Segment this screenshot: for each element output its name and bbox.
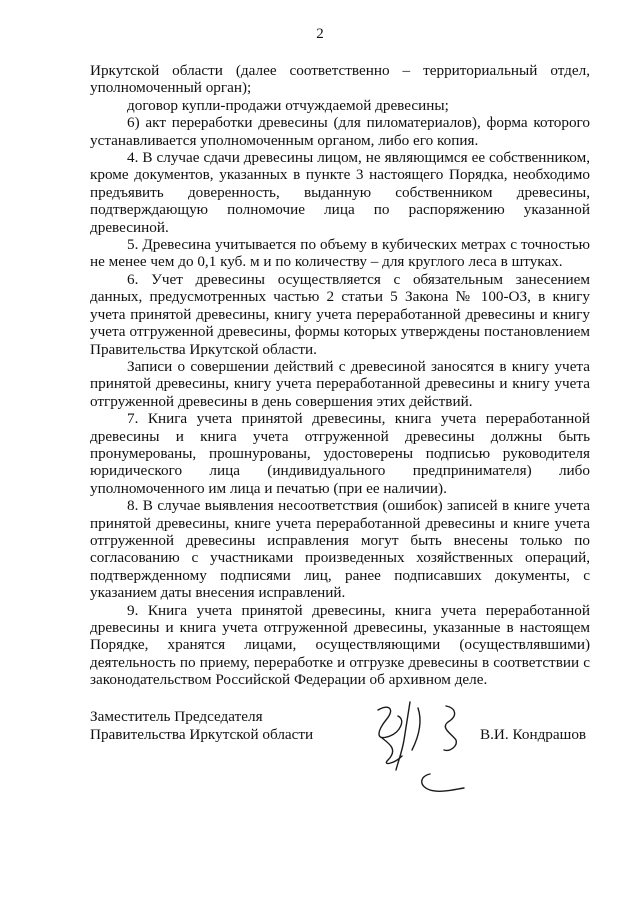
paragraph-clause-6: 6. Учет древесины осуществляется с обязательным занесением данных, предусмотренных частью 2 статьи 5 Закона № 100-ОЗ, в книгу учета принятой древесины, книгу учета переработанной древесины и книгу учета отгруженной древесины, формы которых утверждены постановлением Правительства Иркутской области. [90,270,590,358]
signatory-position-line-2: Правительства Иркутской области [90,726,314,743]
paragraph-records: Записи о совершении действий с древесиной заносятся в книгу учета принятой древесины, книгу учета переработанной древесины и книгу учета отгруженной древесины в день совершения этих действий. [90,357,590,410]
paragraph-item-6: 6) акт переработки древесины (для пиломатериалов), форма которого устанавливается уполномоченным органом, либо его копия. [90,114,590,149]
signatory-position [90,708,313,744]
paragraph-continuation: Иркутской области (далее соответственно – территориальный отдел, уполномоченный орган); [90,62,590,97]
paragraph-clause-5: 5. Древесина учитывается по объему в кубических метрах с точностью не менее чем до 0,1 куб. м и по количеству – для круглого леса в штуках. [90,236,590,271]
paragraph-clause-9: 9. Книга учета принятой древесины, книга учета переработанной древесины и книга учета отгруженной древесины, указанные в настоящем Порядке, хранятся лицами, осуществляющими (осуществлявшими) деятельность по приему, переработке и отгрузке древесины в соответствии с законодательством Российской Федерации об архивном деле. [90,601,590,689]
signatory-position-line-1: Заместитель Председателя [90,708,263,725]
handwritten-signature [360,690,480,800]
signatory-name: В.И. Кондрашов [480,726,587,743]
paragraph-sale-contract: договор купли-продажи отчуждаемой древесины; [127,96,449,114]
paragraph-clause-8: 8. В случае выявления несоответствия (ошибок) записей в книге учета принятой древесины, книге учета переработанной древесины и книге учета отгруженной древесины исправления могут быть внесены только по согласованию с участниками произведенных хозяйственных операций, подтвержденному подписями лиц, ранее подписавших документы, с указанием даты внесения исправлений. [90,497,590,602]
page-number: 2 [316,26,324,42]
document-body [90,62,590,689]
paragraph-clause-4: 4. В случае сдачи древесины лицом, не являющимся ее собственником, кроме документов, указанных в пункте 3 настоящего Порядка, необходимо предъявить доверенность, выданную собственником древесины, подтверждающую полномочие лица по распоряжению указанной древесиной. [90,149,590,236]
paragraph-clause-7: 7. Книга учета принятой древесины, книга учета переработанной древесины и книга учета отгруженной древесины должны быть пронумерованы, прошнурованы, удостоверены подписью руководителя юридического лица (индивидуального предпринимателя) либо уполномоченного им лица и печатью (при ее наличии). [90,410,590,497]
